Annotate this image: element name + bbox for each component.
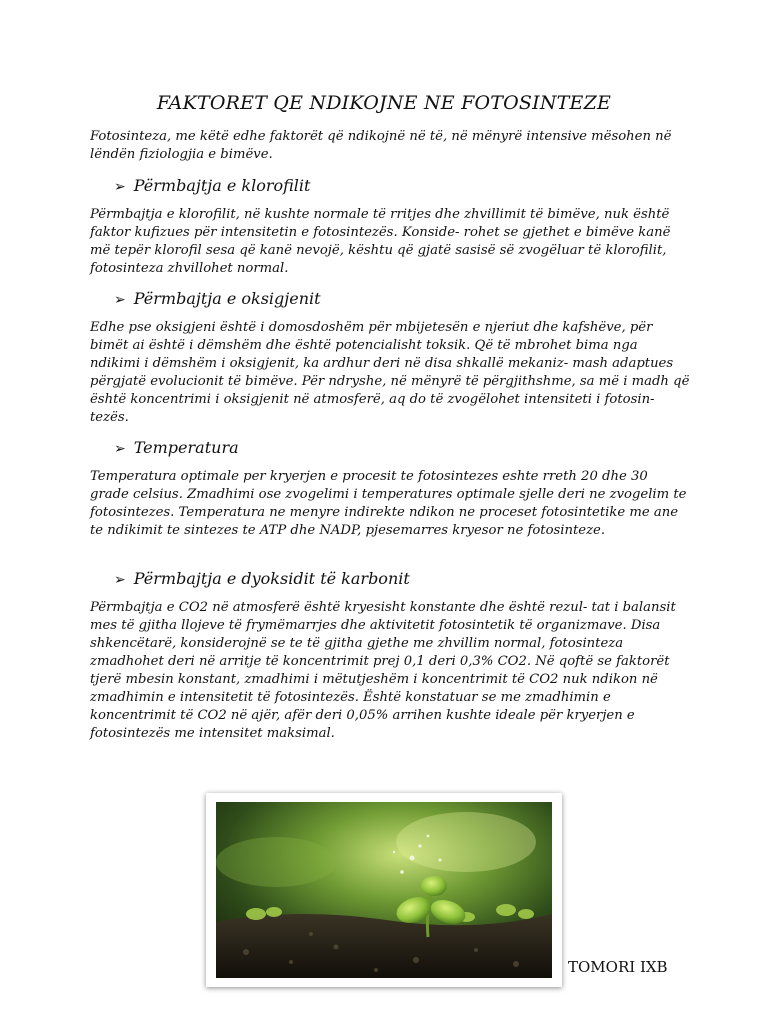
section-heading-co2 [114, 569, 410, 588]
section-heading-chlorophyll [114, 176, 310, 195]
arrow-bullet-icon: ➢ [114, 572, 126, 588]
arrow-bullet-icon: ➢ [114, 179, 126, 195]
seedling-photo-frame [206, 793, 562, 987]
arrow-bullet-icon: ➢ [114, 292, 126, 308]
intro-paragraph: Fotosinteza, me këtë edhe faktorët që ndikojnë në të, në mënyrë intensive mësohen në lëndën fiziologjia e bimëve. [90, 129, 672, 162]
document-title: FAKTORET QE NDIKOJNE NE FOTOSINTEZE [156, 92, 612, 114]
section-heading-label: Përmbajtja e oksigjenit [133, 289, 321, 308]
section-text-chlorophyll: Përmbajtja e klorofilit, në kushte normale të rritjes dhe zhvillimit të bimëve, nuk është faktor kufizues për intensitetin e fotosintezës. Konside- rohet se gjethet e bimëve kanë më tepër klorofil sesa që kanë nevojë, kështu që gjatë sasisë së zvogëluar të klorofilit, fotosinteza zhvillohet normal. [90, 207, 671, 276]
seedling-photo [216, 802, 552, 978]
section-text-co2: Përmbajtja e CO2 në atmosferë është kryesisht konstante dhe është rezul- tat i balansit mes të gjitha llojeve të frymëmarrjes dhe aktivitetit fotosintetik të organizmave. Disa shkencëtarë, konsiderojnë se te të gjitha gjethe me zhvillim normal, fotosinteza zmadhohet deri në arritje të koncentrimit prej 0,1 deri 0,3% CO2. Në qoftë se faktorët tjerë mbesin konstant, zmadhimi i mëtutjeshëm i koncentrimit të CO2 nuk ndikon në zmadhimin e intensitetit të fotosintezës. Është konstatuar se me zmadhimin e koncentrimit të CO2 në ajër, afër deri 0,05% arrihen kushte ideale për kryerjen e fotosintezës me intensitet maksimal. [90, 600, 676, 741]
section-heading-label: Përmbajtja e dyoksidit të karbonit [133, 569, 410, 588]
caption-author: TOMORI IXB [568, 958, 668, 976]
section-heading-label: Përmbajtja e klorofilit [133, 176, 311, 195]
section-heading-oxygen [114, 289, 321, 308]
arrow-bullet-icon: ➢ [114, 441, 126, 457]
section-text-oxygen: Edhe pse oksigjeni është i domosdoshëm për mbijetesën e njeriut dhe kafshëve, për bimët ai është i dëmshëm dhe është potencialisht toksik. Që të mbrohet bima nga ndikimi i dëmshëm i oksigjenit, ka ardhur deri në disa shkallë mekaniz- mash adaptues përgjatë evolucionit të bimëve. Për ndryshe, në mënyrë të përgjithshme, sa më i madh që është koncentrimi i oksigjenit në atmosferë, aq do të zvogëlohet intensiteti i fotosin- tezës. [90, 320, 690, 425]
section-text-temperature: Temperatura optimale per kryerjen e procesit te fotosintezes eshte rreth 20 dhe 30 grade celsius. Zmadhimi ose zvogelimi i temperatures optimale sjelle deri ne zvogelim te fotosintezes. Temperatura ne menyre indirekte ndikon ne proceset fotosintetike me ane te ndikimit te sintezes te ATP dhe NADP, pjesemarres kryesor ne fotosinteze. [90, 469, 687, 538]
section-heading-temperature [114, 438, 239, 457]
section-heading-label: Temperatura [133, 438, 239, 457]
